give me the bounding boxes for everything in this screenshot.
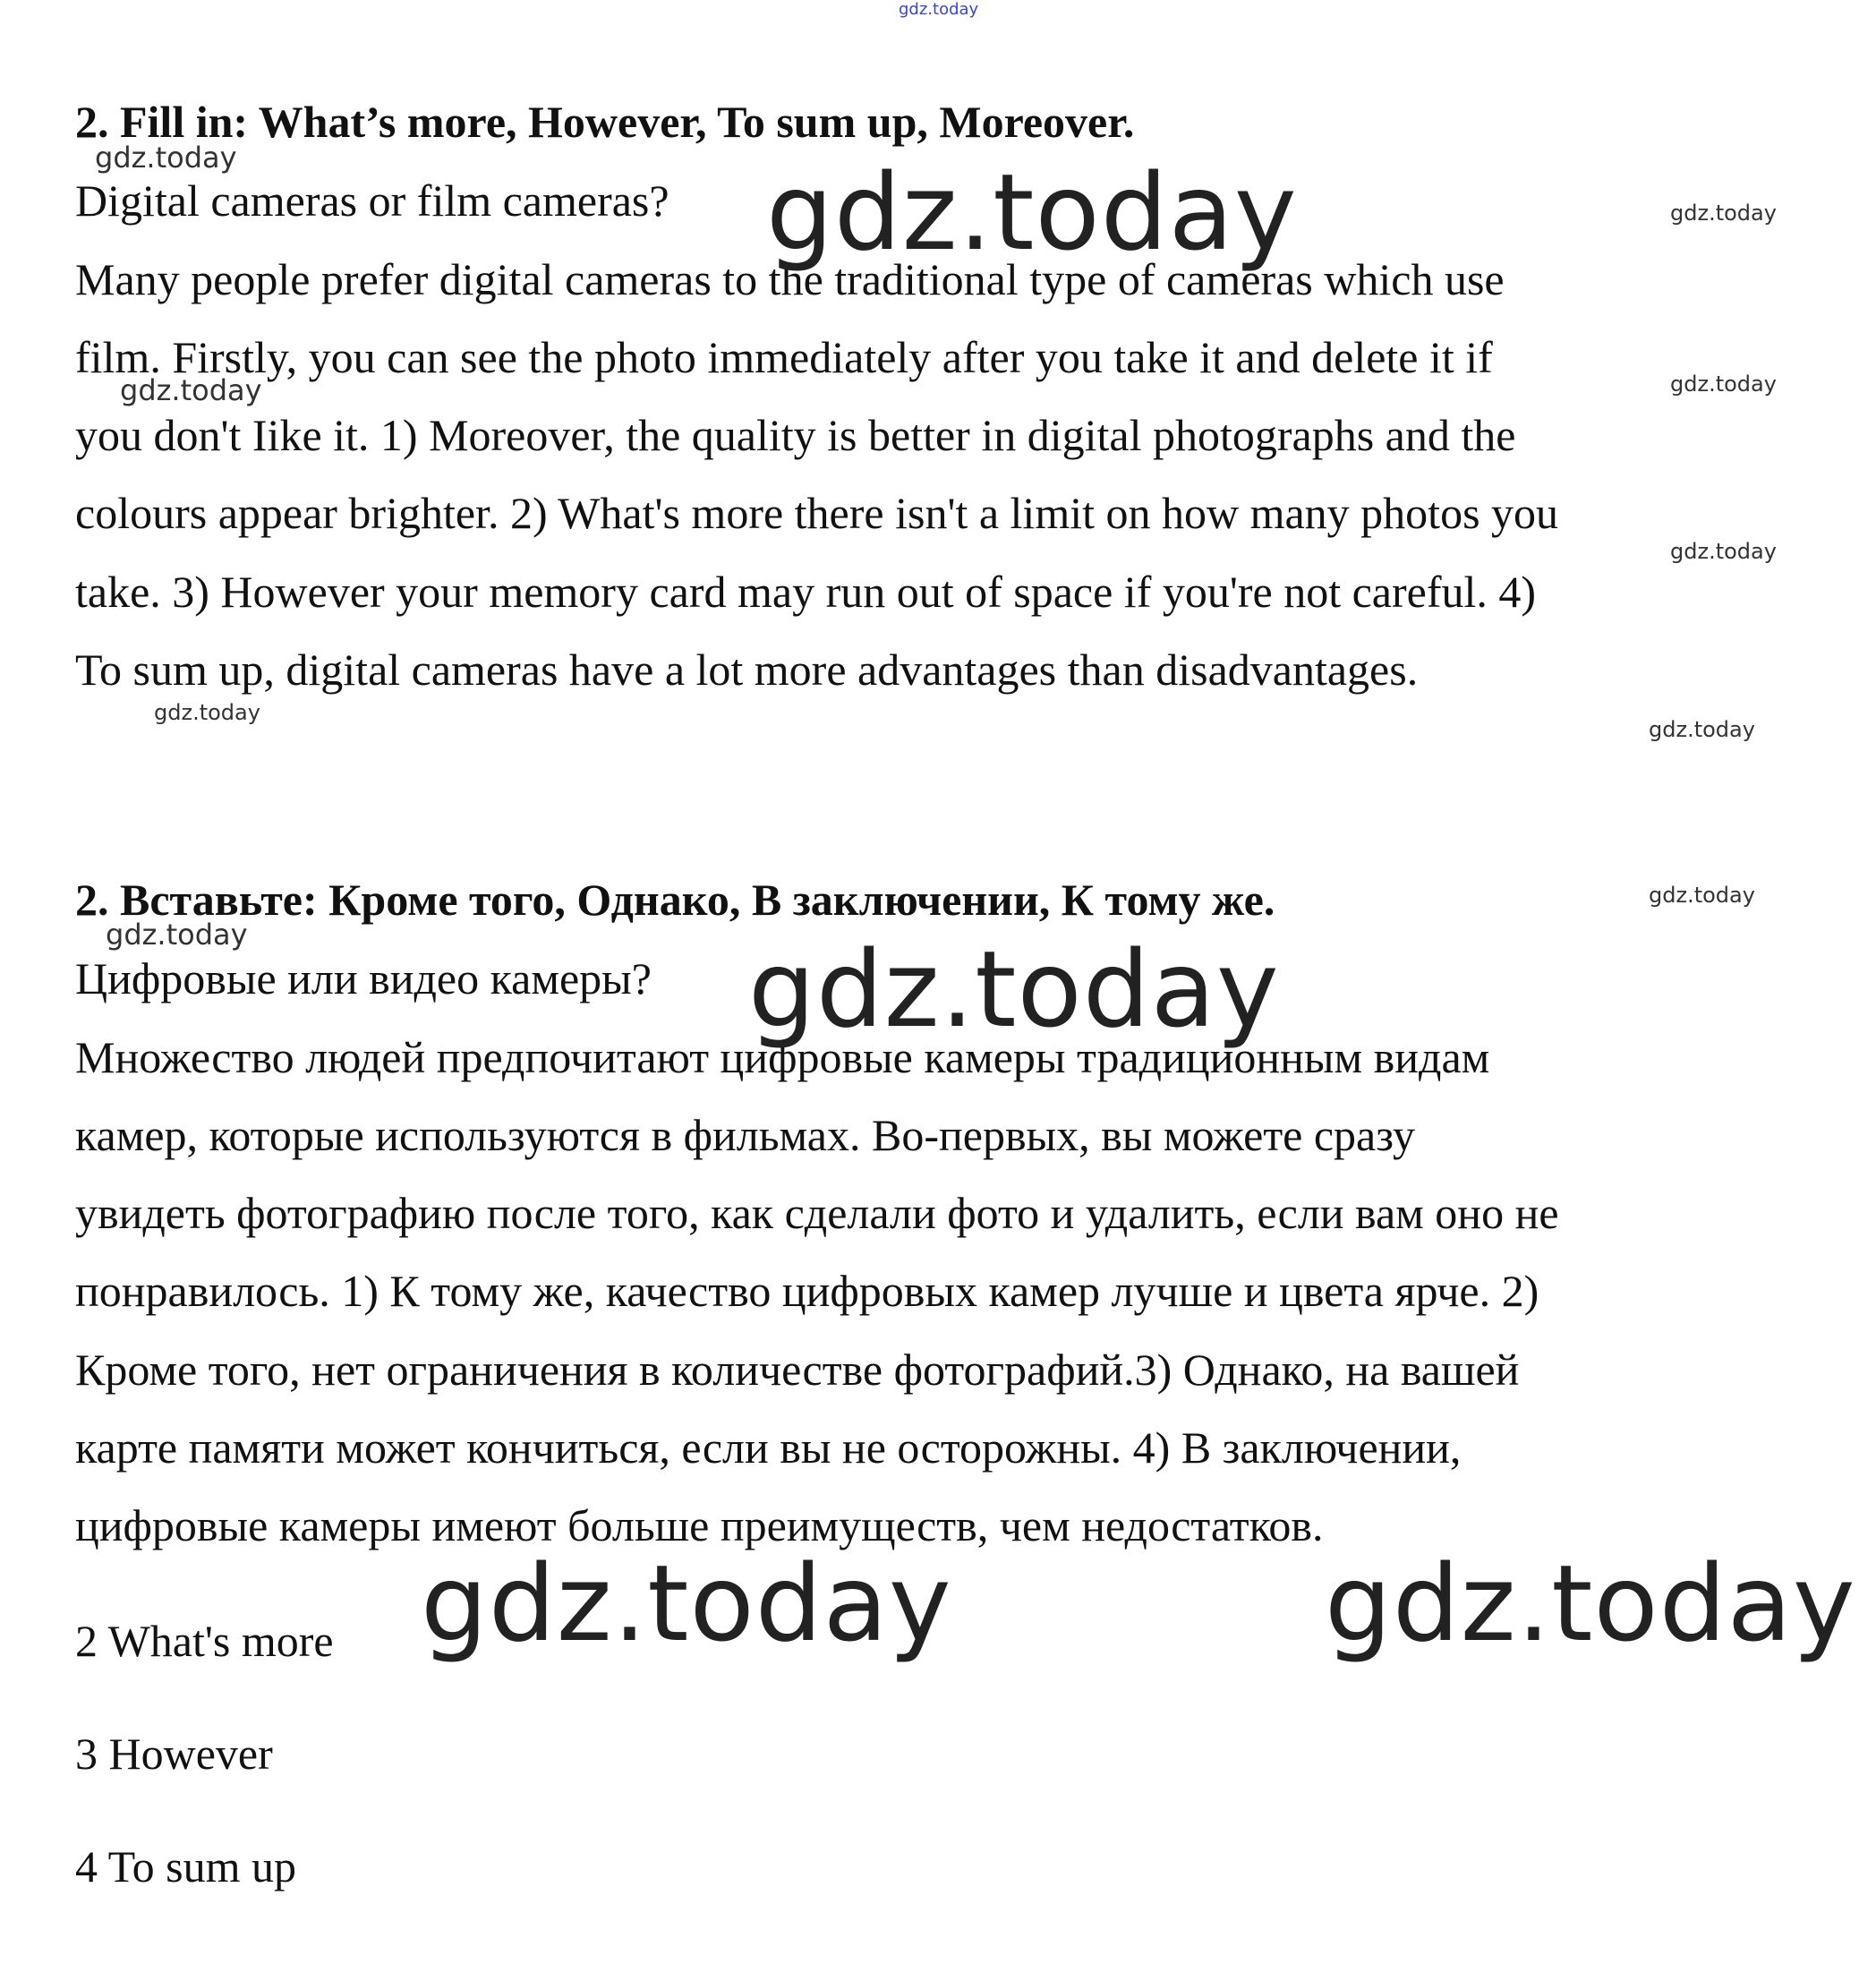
watermark: gdz.today: [154, 700, 260, 725]
answer-item-2: 2 What's more: [75, 1616, 334, 1666]
english-paragraph-line-2: film. Firstly, you can see the photo immediately after you take it and delete it if: [75, 332, 1493, 382]
watermark-top: gdz.today: [899, 0, 979, 19]
watermark: gdz.today: [106, 918, 248, 952]
russian-paragraph-line-6: карте памяти может кончиться, если вы не осторожны. 4) В заключении,: [75, 1422, 1462, 1473]
watermark-large: gdz.today: [748, 927, 1280, 1051]
english-paragraph-line-6: To sum up, digital cameras have a lot more advantages than disadvantages.: [75, 645, 1419, 695]
answer-item-4: 4 To sum up: [75, 1841, 296, 1891]
russian-paragraph-line-3: увидеть фотографию после того, как сделали фото и удалить, если вам оно не: [75, 1188, 1559, 1238]
watermark: gdz.today: [120, 373, 262, 407]
russian-paragraph-line-1: Множество людей предпочитают цифровые камеры традиционным видам: [75, 1032, 1490, 1082]
english-paragraph-line-3: you don't Iike it. 1) Moreover, the quality is better in digital photographs and the: [75, 410, 1516, 460]
russian-title-line: Цифровые или видео камеры?: [75, 953, 652, 1003]
english-heading: 2. Fill in: What’s more, However, To sum up, Moreover.: [75, 97, 1135, 147]
watermark-large: gdz.today: [1325, 1541, 1856, 1665]
watermark-large: gdz.today: [421, 1541, 952, 1665]
watermark: gdz.today: [1670, 539, 1777, 564]
watermark-large: gdz.today: [766, 150, 1298, 274]
watermark: gdz.today: [1670, 201, 1777, 226]
russian-paragraph-line-7: цифровые камеры имеют больше преимуществ, чем недостатков.: [75, 1500, 1324, 1550]
answer-item-3: 3 However: [75, 1729, 273, 1779]
english-paragraph-line-4: colours appear brighter. 2) What's more there isn't a limit on how many photos you: [75, 488, 1559, 538]
watermark: gdz.today: [1649, 717, 1755, 742]
russian-paragraph-line-5: Кроме того, нет ограничения в количестве фотографий.3) Однако, на вашей: [75, 1345, 1520, 1395]
watermark: gdz.today: [1649, 883, 1755, 908]
watermark: gdz.today: [95, 141, 237, 175]
russian-paragraph-line-4: понравилось. 1) К тому же, качество цифровых камер лучше и цвета ярче. 2): [75, 1266, 1539, 1316]
english-paragraph-line-5: take. 3) However your memory card may run out of space if you're not careful. 4): [75, 567, 1537, 617]
russian-paragraph-line-2: камер, которые используются в фильмах. Во-первых, вы можете сразу: [75, 1110, 1415, 1160]
english-title-line: Digital cameras or film cameras?: [75, 175, 669, 226]
watermark: gdz.today: [1670, 371, 1777, 397]
russian-heading: 2. Вставьте: Кроме того, Однако, В заключении, К тому же.: [75, 875, 1275, 925]
english-paragraph-line-1: Many people prefer digital cameras to the traditional type of cameras which use: [75, 254, 1505, 304]
